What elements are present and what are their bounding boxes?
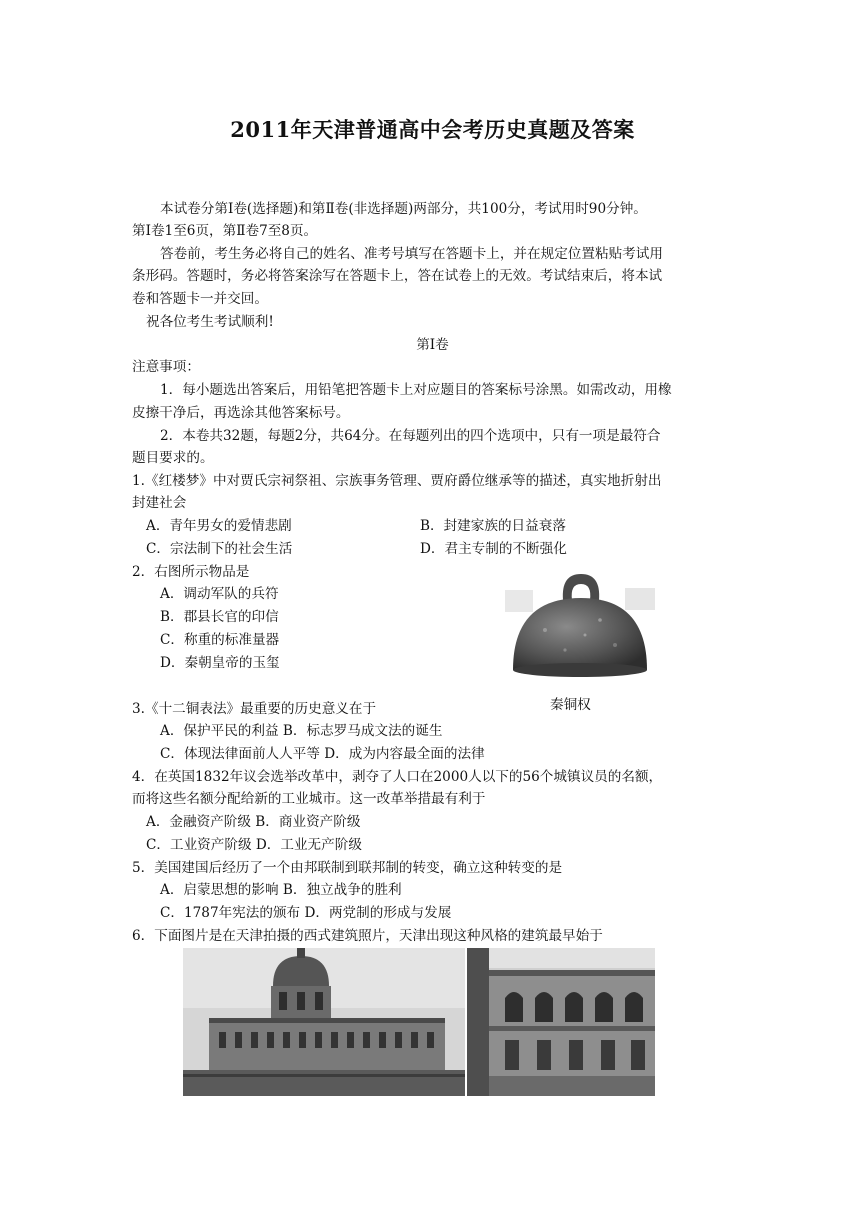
q5-stem: 5．美国建国后经历了一个由邦联制到联邦制的转变，确立这种转变的是 bbox=[132, 860, 563, 876]
q3-options-ab: A．保护平民的利益 B．标志罗马成文法的诞生 bbox=[160, 723, 443, 739]
section-title: 第Ⅰ卷 bbox=[416, 337, 449, 353]
q4-options-cd: C．工业资产阶级 D．工业无产阶级 bbox=[146, 837, 362, 853]
q4-stem: 而将这些名额分配给新的工业城市。这一改革举措最有利于 bbox=[132, 791, 486, 807]
q3-stem: 3.《十二铜表法》最重要的历史意义在于 bbox=[132, 701, 377, 717]
q1-option-c: C．宗法制下的社会生活 bbox=[146, 541, 293, 557]
western-building-photo-2 bbox=[467, 948, 655, 1096]
q1-option-d: D．君主专制的不断强化 bbox=[420, 541, 567, 557]
intro-line: 本试卷分第Ⅰ卷(选择题)和第Ⅱ卷(非选择题)两部分，共100分，考试用时90分钟。 bbox=[160, 201, 647, 217]
intro-line: 第Ⅰ卷1至6页，第Ⅱ卷7至8页。 bbox=[132, 223, 318, 239]
intro-line: 答卷前，考生务必将自己的姓名、准考号填写在答题卡上，并在规定位置粘贴考试用 bbox=[160, 246, 663, 262]
intro-line: 条形码。答题时，务必将答案涂写在答题卡上，答在试卷上的无效。考试结束后，将本试 bbox=[132, 268, 663, 284]
western-building-photo-1 bbox=[183, 948, 465, 1096]
q1-stem: 封建社会 bbox=[132, 495, 187, 511]
q6-stem: 6．下面图片是在天津拍摄的西式建筑照片，天津出现这种风格的建筑最早始于 bbox=[132, 928, 603, 944]
note-line: 2．本卷共32题，每题2分，共64分。在每题列出的四个选项中，只有一项是最符合 bbox=[160, 428, 661, 444]
note-line: 1．每小题选出答案后，用铅笔把答题卡上对应题目的答案标号涂黑。如需改动，用橡 bbox=[160, 382, 672, 398]
note-line: 题目要求的。 bbox=[132, 450, 214, 466]
intro-line: 卷和答题卡一并交回。 bbox=[132, 291, 268, 307]
qin-bronze-weight-caption: 秦铜权 bbox=[550, 697, 591, 713]
q5-options-ab: A．启蒙思想的影响 B．独立战争的胜利 bbox=[160, 882, 402, 898]
q2-option-c: C．称重的标准量器 bbox=[160, 632, 280, 648]
q4-stem: 4．在英国1832年议会选举改革中，剥夺了人口在2000人以下的56个城镇议员的名额， bbox=[132, 769, 663, 785]
q2-option-a: A．调动军队的兵符 bbox=[160, 586, 279, 602]
q1-option-a: A．青年男女的爱情悲剧 bbox=[146, 518, 292, 534]
qin-bronze-weight-image bbox=[505, 570, 655, 685]
q1-stem: 1.《红楼梦》中对贾氏宗祠祭祖、宗族事务管理、贾府爵位继承等的描述，真实地折射出 bbox=[132, 473, 662, 489]
q5-options-cd: C．1787年宪法的颁布 D．两党制的形成与发展 bbox=[160, 905, 452, 921]
q4-options-ab: A．金融资产阶级 B．商业资产阶级 bbox=[146, 814, 361, 830]
document-title: 2011年天津普通高中会考历史真题及答案 bbox=[230, 117, 635, 142]
q2-option-b: B．郡县长官的印信 bbox=[160, 609, 279, 625]
intro-wish: 祝各位考生考试顺利! bbox=[146, 314, 274, 330]
q2-stem: 2．右图所示物品是 bbox=[132, 564, 250, 580]
q1-option-b: B．封建家族的日益衰落 bbox=[420, 518, 566, 534]
notes-heading: 注意事项： bbox=[132, 359, 200, 375]
q2-option-d: D．秦朝皇帝的玉玺 bbox=[160, 655, 280, 671]
q3-options-cd: C．体现法律面前人人平等 D．成为内容最全面的法律 bbox=[160, 746, 485, 762]
note-line: 皮擦干净后，再选涂其他答案标号。 bbox=[132, 405, 350, 421]
